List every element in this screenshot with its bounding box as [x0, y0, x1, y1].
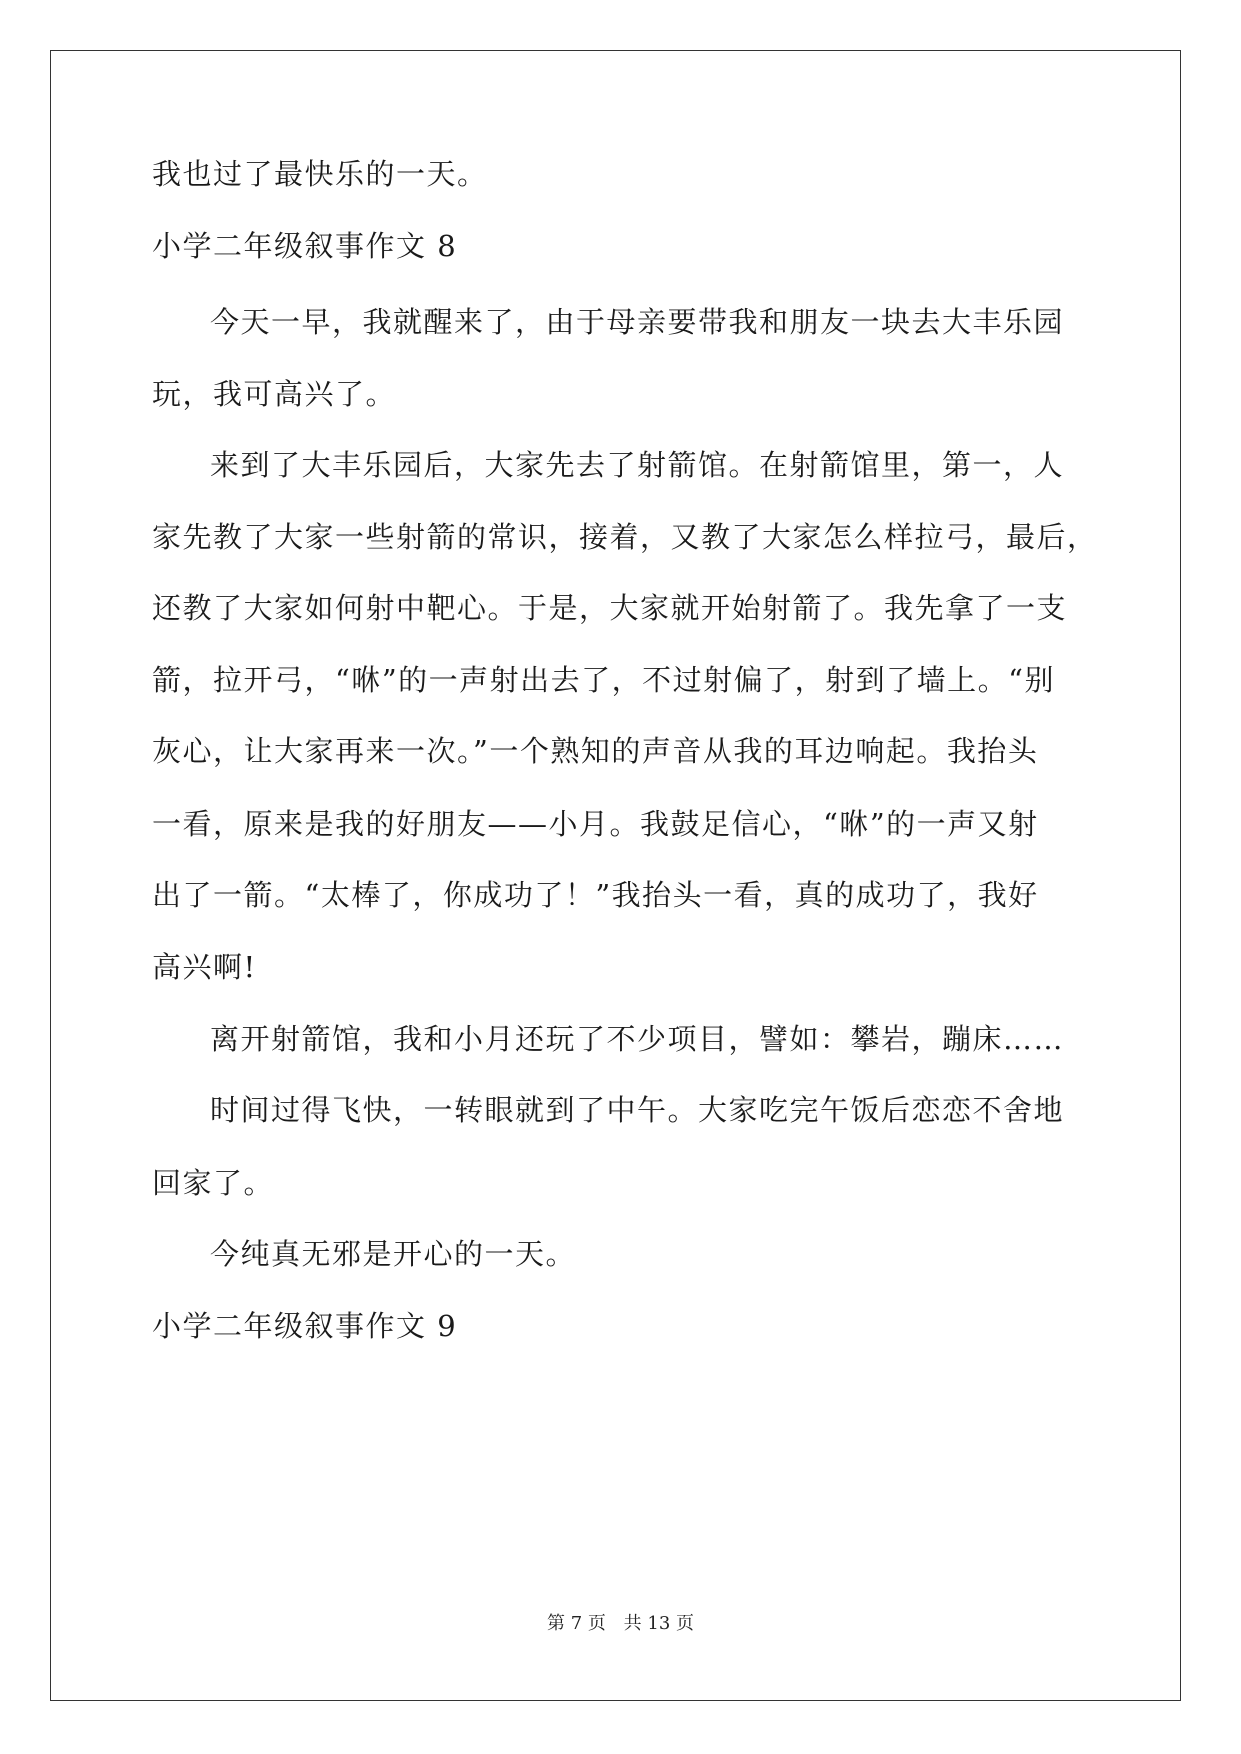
section-heading: 小学二年级叙事作文 8	[152, 229, 458, 263]
paragraph-line: 时间过得飞快，一转眼就到了中午。大家吃完午饭后恋恋不舍地	[210, 1093, 1065, 1127]
paragraph-line: 箭，拉开弓，“咻”的一声射出去了，不过射偏了，射到了墙上。“别	[152, 663, 1055, 697]
paragraph-line: 灰心，让大家再来一次。”一个熟知的声音从我的耳边响起。我抬头	[152, 734, 1039, 768]
section-heading: 小学二年级叙事作文 9	[152, 1309, 458, 1343]
text-line: 我也过了最快乐的一天。	[152, 157, 488, 191]
paragraph-line: 回家了。	[152, 1166, 275, 1200]
paragraph-line: 高兴啊!	[152, 950, 257, 984]
paragraph-line: 离开射箭馆，我和小月还玩了不少项目，譬如：攀岩，蹦床……	[210, 1022, 1065, 1056]
paragraph-line: 今天一早，我就醒来了，由于母亲要带我和朋友一块去大丰乐园	[210, 305, 1065, 339]
paragraph-line: 来到了大丰乐园后，大家先去了射箭馆。在射箭馆里，第一，人	[210, 448, 1065, 482]
page-footer	[0, 1612, 1241, 1636]
paragraph-line: 一看，原来是我的好朋友——小月。我鼓足信心，“咻”的一声又射	[152, 807, 1039, 841]
paragraph-line: 今纯真无邪是开心的一天。	[210, 1237, 577, 1271]
paragraph-line: 玩，我可高兴了。	[152, 377, 397, 411]
paragraph-line: 家先教了大家一些射箭的常识，接着，又教了大家怎么样拉弓，最后，	[152, 520, 1098, 554]
paragraph-line: 还教了大家如何射中靶心。于是，大家就开始射箭了。我先拿了一支	[152, 591, 1068, 625]
page-total: 共 13 页	[623, 1613, 694, 1634]
paragraph-line: 出了一箭。“太棒了，你成功了！”我抬头一看，真的成功了，我好	[152, 878, 1039, 912]
page-number: 第 7 页	[547, 1613, 606, 1634]
